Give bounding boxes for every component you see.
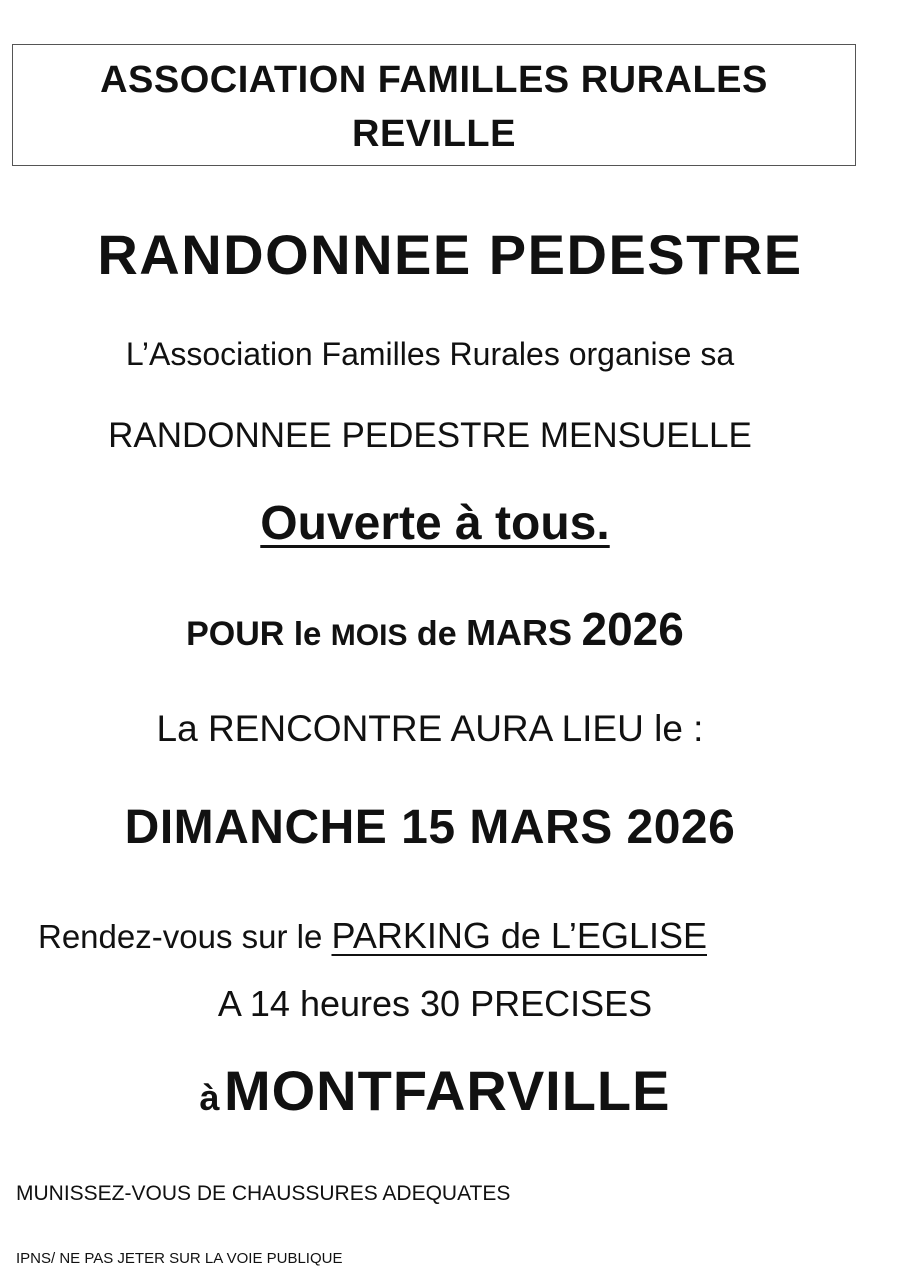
rendezvous-line	[38, 915, 707, 957]
page-title: RANDONNEE PEDESTRE	[97, 223, 803, 286]
footer-notice: IPNS/ NE PAS JETER SUR LA VOIE PUBLIQUE	[16, 1250, 343, 1267]
meeting-line: La RENCONTRE AURA LIEU le :	[156, 708, 704, 749]
month-le: le	[293, 615, 322, 652]
intro-text: L’Association Familles Rurales organise sa	[125, 336, 735, 372]
location-prefix: à	[199, 1077, 220, 1118]
location-town: MONTFARVILLE	[223, 1059, 671, 1122]
event-date: DIMANCHE 15 MARS 2026	[124, 801, 736, 854]
open-to-all	[0, 496, 885, 551]
month-de: de	[416, 615, 457, 653]
month-mois: MOIS	[330, 619, 408, 652]
rendezvous-prefix: Rendez-vous sur le	[38, 918, 332, 955]
association-town: REVILLE	[352, 113, 516, 155]
open-to-all-text: Ouverte à tous.	[260, 497, 610, 550]
meeting-time: A 14 heures 30 PRECISES	[217, 983, 653, 1024]
association-name: ASSOCIATION FAMILLES RURALES	[100, 59, 768, 101]
header-box	[12, 44, 856, 166]
rendezvous-place: PARKING de L’EGLISE	[331, 915, 707, 956]
month-year: 2026	[581, 603, 684, 655]
month-pour: POUR	[186, 615, 285, 653]
month-line	[0, 602, 885, 656]
month-name: MARS	[466, 612, 573, 653]
event-type: RANDONNEE PEDESTRE MENSUELLE	[108, 416, 752, 455]
location-line	[0, 1058, 885, 1123]
shoes-advice: MUNISSEZ-VOUS DE CHAUSSURES ADEQUATES	[16, 1182, 511, 1205]
